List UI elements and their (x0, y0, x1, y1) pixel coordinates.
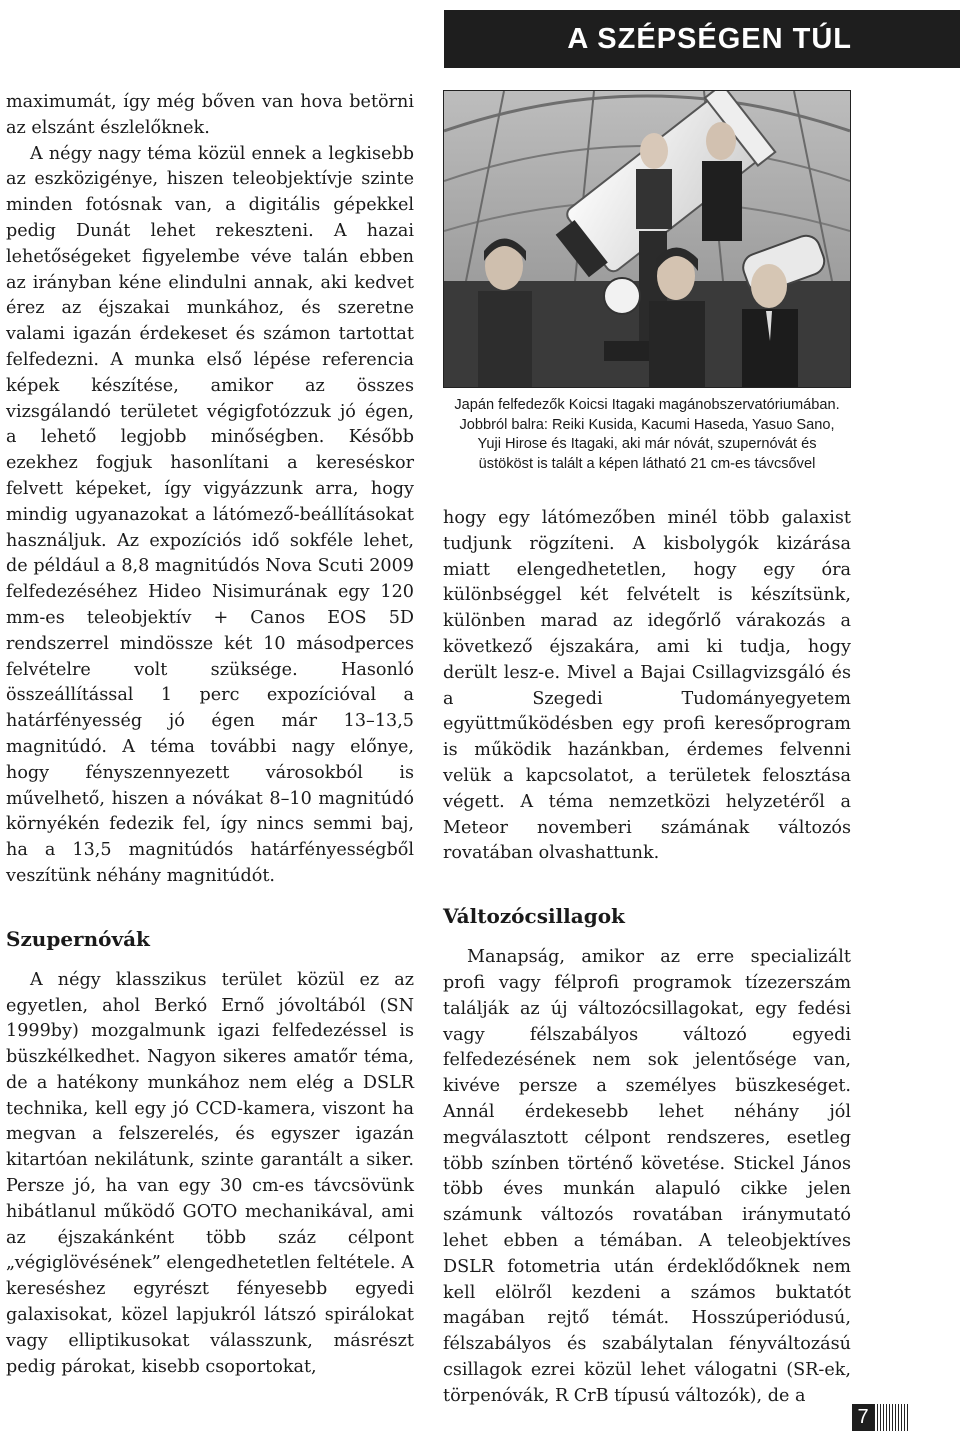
photo-caption (443, 396, 851, 474)
right-text-column (443, 506, 851, 1410)
observatory-photo-illustration (444, 91, 850, 387)
page-number: 7 (852, 1404, 874, 1431)
caption-line: üstököst is talált a képen látható 21 cm-es távcsővel (478, 455, 816, 472)
body-paragraph: A négy nagy téma közül ennek a legkisebb az eszközigénye, hiszen teleobjektívje szinte minden fotósnak van, a digitális gépekkel pedig Dunát lehet rekeszteni. A hazai lehetőségeket figyelembe véve talán ebben az irányban kéne elindulni annak, aki kedvet érez az éjszakai munkához, és szeretne valami igazán érdekeset és számon tartottat felfedezni. A munka első lépése referencia képek készítése, amikor az összes vizsgálandó területet végigfotózzuk jó égen, a lehető legjobb minőségben. Később ezekhez fogjuk hasonlítani a kereséskor felvett képeket, így vigyázzunk arra, hogy mindig ugyanazokat a látómező-beállításokat használjuk. Az expozíciós idő sokféle lehet, de például a 8,8 magnitúdós Nova Scuti 2009 felfedezéséhez Hideo Nisimurának egy 120 mm-es teleobjektív + Canos EOS 5D rendszerrel mindössze két 10 másodperces felvételre volt szüksége. Hasonló összeállítással 1 perc expozícióval a határfényesség jó égen már 13–13,5 magnitúdó. A téma további nagy előnye, hogy fényszennyezett városokból is művelhető, hiszen a nóvákat 8–10 magnitúdó környékén fedezik fel, így nincs semmi baj, ha a 13,5 magnitúdós határfényességből veszítünk néhány magnitúdót. (6, 143, 414, 886)
caption-line: Jobbról balra: Reiki Kusida, Kacumi Haseda, Yasuo Sano, (459, 416, 835, 433)
section-title-supernovae: Szupernóvák (6, 926, 150, 951)
page-number-hatch (874, 1404, 908, 1431)
body-paragraph: Manapság, amikor az erre specializált profi vagy félprofi programok tízezerszám találják az új változócsillagokat, egy fedési vagy félszabályos változó egyedi felfedezésének nem sok jelentősége van, kivéve persze a személyes büszkeséget. Annál érdekesebb lehet néhány jól megválasztott célpont rendszeres, esetleg több színben történő követése. Stickel János több éves munkán alapuló cikke jelen számunk változós rovatában iránymutató lehet ebben a témában. A teleobjektíves DSLR fotometria után érdeklődőknek nem kell elölről kezdeni a számos buktatót magában rejtő témát. Hosszúperiódusú, félszabályos és szabálytalan fényváltozású csillagok ezrei közül lehet válogatni (SR-ek, törpenóvák, R CrB típusú változók), de a (443, 947, 851, 1406)
observatory-photo (443, 90, 851, 388)
section-title-variable-stars: Változócsillagok (443, 904, 625, 929)
section-header (444, 10, 960, 68)
caption-line: Japán felfedezők Koicsi Itagaki magánobszervatóriumában. (454, 397, 840, 413)
caption-line: Yuji Hirose és Itagaki, aki már nóvát, szupernóvát és (477, 436, 817, 453)
body-paragraph: maximumát, így még bőven van hova betörni az elszánt észlelőknek. (6, 92, 414, 138)
section-header-title: A SZÉPSÉGEN TÚL (567, 22, 852, 55)
left-text-column (6, 90, 414, 1380)
body-paragraph: A négy klasszikus terület közül ez az egyetlen, ahol Berkó Ernő jóvoltából (SN 1999by) mozgalmunk igazi felfedezéssel is büszkélkedhet. Nagyon sikeres amatőr téma, de a hatékony munkához nem elég a DSLR technika, kell egy jó CCD-kamera, viszont ha megvan a felszerelés, és egyszer igazán kitartóan nekilátunk, szinte garantált a siker. Persze jó, ha van egy 30 cm-es távcsövünk hibátlanul működő GOTO mechanikával, ami az éjszakánként több száz célpont „végiglövésének” elengedhetetlen feltétele. A kereséshez egyrészt fényesebb egyedi galaxisokat, közel lapjukról látszó spirálokat vagy elliptikusokat válasszunk, másrészt pedig párokat, kisebb csoportokat, (6, 969, 414, 1377)
page-number-box (852, 1404, 908, 1431)
body-paragraph: hogy egy látómezőben minél több galaxist tudjunk rögzíteni. A kisbolygók kizárása miatt elengedhetetlen, hogy egy óra különbséggel két felvételt is készítsünk, különben marad az idegőrlő várakozás a következő éjszakára, ami ki tudja, hogy derült lesz-e. Mivel a Bajai Csillagvizsgáló és a Szegedi Tudományegyetem együttműködésben egy profi keresőprogram is működik hazánkban, érdemes felvenni velük a kapcsolatot, a területek felosztása végett. A téma nemzetközi helyzetéről a Meteor novemberi számának változós rovatában olvashattunk. (443, 508, 851, 864)
